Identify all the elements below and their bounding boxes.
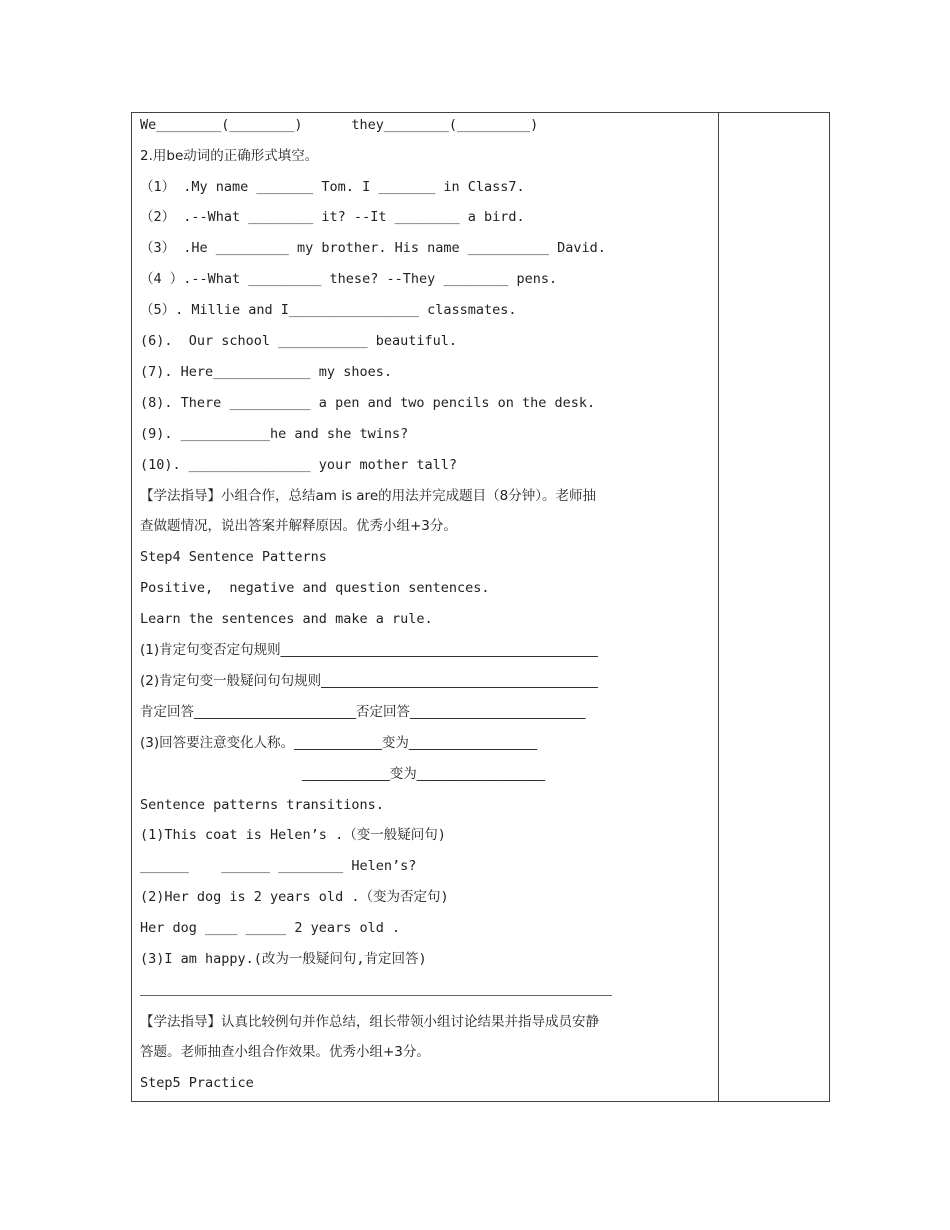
section2-title: 2.用be动词的正确形式填空。 — [140, 148, 319, 164]
transition-1-answer: ______ ______ ________ Helen’s? — [140, 858, 417, 874]
rule-2: (2)肯定句变一般疑问句句规则_________________________________________ — [140, 673, 598, 689]
study-guide-1-line2: 查做题情况，说出答案并解释原因。优秀小组+3分。 — [140, 518, 457, 534]
step5-title: Step5 Practice — [140, 1075, 254, 1091]
transition-1: (1)This coat is Helen’s .（变一般疑问句) — [140, 827, 446, 843]
study-guide-2-line2: 答题。老师抽查小组合作效果。优秀小组+3分。 — [140, 1044, 430, 1060]
study-guide-1-line1: 【学法指导】小组合作，总结am is are的用法并完成题目（8分钟）。老师抽 — [140, 488, 596, 504]
step4-title: Step4 Sentence Patterns — [140, 549, 327, 565]
worksheet-table — [131, 112, 830, 1102]
fill-item: (6). Our school ___________ beautiful. — [140, 333, 457, 349]
fill-item: （5）. Millie and I________________ classmates. — [140, 302, 517, 318]
rule-3: (3)回答要注意变化人称。_____________变为___________________ — [140, 735, 538, 751]
fill-item: (8). There __________ a pen and two pencils on the desk. — [140, 395, 596, 411]
fill-item: (9). ___________he and she twins? — [140, 426, 409, 442]
fill-item: (10). _______________ your mother tall? — [140, 457, 457, 473]
answer-rules: 肯定回答________________________否定回答__________________________ — [140, 704, 586, 720]
notes-column-divider — [718, 113, 719, 1101]
transition-2: (2)Her dog is 2 years old .（变为否定句) — [140, 889, 449, 905]
rule-3-continued: _____________变为___________________ — [302, 766, 545, 782]
fill-item: （1） .My name _______ Tom. I _______ in Class7. — [140, 179, 525, 195]
step4-text: Learn the sentences and make a rule. — [140, 611, 433, 627]
we-they-line: We________(________) they________(_________) — [140, 117, 539, 133]
transitions-title: Sentence patterns transitions. — [140, 797, 384, 813]
fill-item: （3） .He _________ my brother. His name __________ David. — [140, 240, 606, 256]
fill-item: （4 ）.--What _________ these? --They ________ pens. — [140, 271, 558, 287]
fill-item: （2） .--What ________ it? --It ________ a bird. — [140, 209, 525, 225]
study-guide-2-line1: 【学法指导】认真比较例句并作总结，组长带领小组讨论结果并指导成员安静 — [140, 1014, 599, 1030]
fill-item: (7). Here____________ my shoes. — [140, 364, 392, 380]
step4-text: Positive, negative and question sentences. — [140, 580, 490, 596]
transition-2-answer: Her dog ____ _____ 2 years old . — [140, 920, 401, 936]
answer-blank-line — [140, 995, 612, 996]
rule-1: (1)肯定句变否定句规则_______________________________________________ — [140, 642, 598, 658]
transition-3: (3)I am happy.(改为一般疑问句,肯定回答) — [140, 951, 427, 967]
